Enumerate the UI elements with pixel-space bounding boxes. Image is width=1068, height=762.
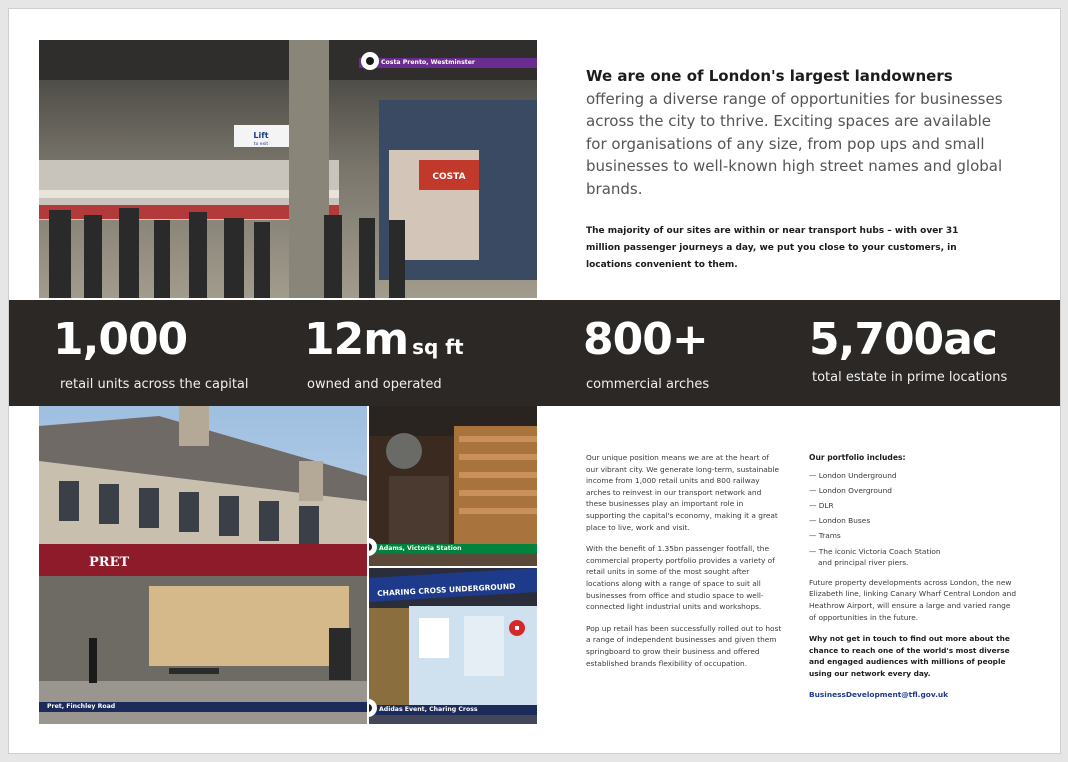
caption-pret: Pret, Finchley Road bbox=[39, 702, 367, 712]
photo-adams-victoria bbox=[369, 406, 537, 566]
costa-sign: COSTA bbox=[432, 172, 466, 182]
list-item: — Trams bbox=[809, 531, 841, 541]
list-item: — DLR bbox=[809, 500, 834, 510]
list-item: — The iconic Victoria Coach Station and principal river piers. bbox=[809, 546, 941, 568]
caption-adams: Adams, Victoria Station bbox=[369, 544, 537, 554]
body-paragraph-2: With the benefit of 1.35bn passenger footfall, the commercial property portfolio provides a variety of retail units in some of the most sought after locations along with a range of space to suit all businesses from office and studio space to well-connected light industrial units and workshops. bbox=[586, 544, 775, 612]
lift-sign-sub: to exit bbox=[253, 142, 269, 147]
portfolio-list bbox=[809, 470, 1019, 569]
photo-westminster-platform bbox=[39, 40, 537, 298]
location-marker-icon bbox=[361, 52, 379, 70]
list-item: — London Buses bbox=[809, 516, 871, 526]
lift-sign: Lift bbox=[253, 131, 269, 140]
intro-lead: The majority of our sites are within or near transport hubs – with over 31 million passenger journeys a day, we put you close to your customers, in locations convenient to them. bbox=[586, 226, 959, 270]
caption-costa: Costa Prento, Westminster bbox=[359, 58, 537, 68]
brochure-page bbox=[8, 8, 1061, 754]
stats-band bbox=[9, 300, 1061, 406]
photo-pret-finchley bbox=[39, 406, 367, 724]
body-paragraph-1: Our unique position means we are at the heart of our vibrant city. We generate long-term, sustainable income from 1,000 retail units and 800 railway arches to reinvest in our transport network and these businesses play an important role in supporting the capital's economy, making it a great place to live, work and visit. bbox=[586, 453, 780, 532]
photo-adidas-charing-cross bbox=[369, 568, 537, 724]
headline-rest: offering a diverse range of opportunities for businesses across the city to thrive. Exciting spaces are available for organisations of any size, from pop ups and small businesses to well-known high street names and global brands. bbox=[586, 89, 1003, 198]
pret-sign: PRET bbox=[89, 555, 130, 570]
list-item: — London Underground bbox=[809, 470, 897, 480]
body-column-left bbox=[586, 452, 782, 679]
contact-email-link[interactable]: BusinessDevelopment@tfl.gov.uk bbox=[809, 690, 949, 700]
caption-adidas: Adidas Event, Charing Cross bbox=[369, 705, 537, 715]
stat-square-feet: 12m sq ft owned and operated bbox=[304, 314, 464, 392]
intro-headline bbox=[586, 65, 1006, 200]
body-paragraph-3: Pop up retail has been successfully rolled out to host a range of independent businesses and given them springboard to grow their business and offered established brands flexibility of occupation. bbox=[586, 623, 782, 668]
list-item: — London Overground bbox=[809, 485, 892, 495]
call-to-action: Why not get in touch to find out more about the chance to reach one of the world's most diverse and engaged audiences with millions of people using our network every day. bbox=[809, 634, 1010, 678]
headline-bold: We are one of London's largest landowners bbox=[586, 67, 953, 85]
charing-cross-sign: CHARING CROSS UNDERGROUND bbox=[376, 581, 516, 598]
stat-retail-units: 1,000 retail units across the capital bbox=[53, 314, 249, 392]
stat-arches: 800+ commercial arches bbox=[583, 314, 710, 392]
future-developments: Future property developments across London, the new Elizabeth line, linking Canary Wharf Central London and Heathrow Airport, will ensure a large and varied range of opportunities in the future. bbox=[809, 577, 1017, 622]
stat-estate: 5,700ac total estate in prime locations bbox=[809, 314, 1008, 385]
portfolio-heading: Our portfolio includes: bbox=[809, 453, 906, 462]
body-column-right bbox=[809, 452, 1019, 701]
